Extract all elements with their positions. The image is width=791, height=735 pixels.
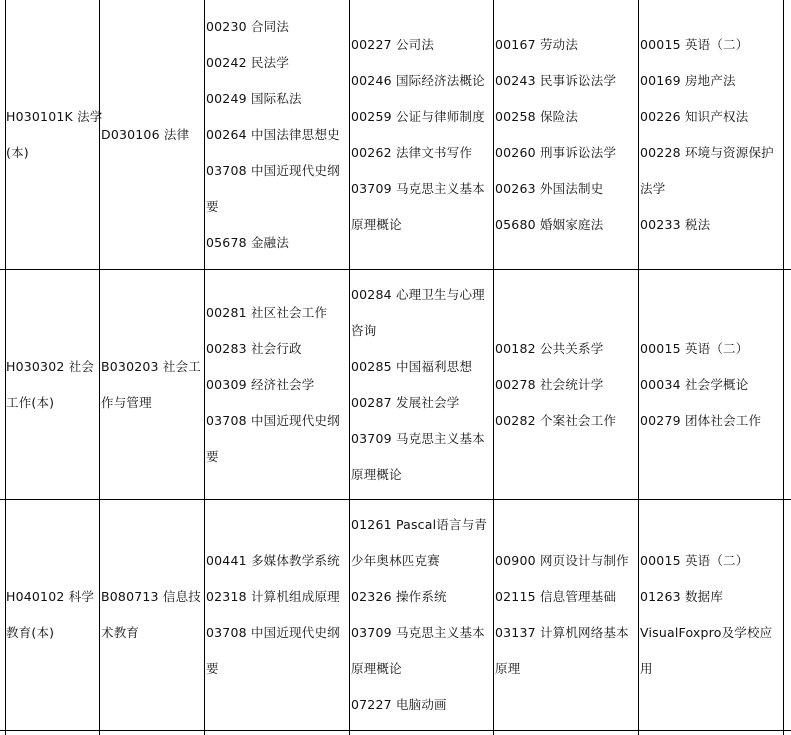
course-list bbox=[495, 331, 616, 439]
course-line: 02318 计算机组成原理 bbox=[206, 589, 340, 604]
course-line: 00284 心理卫生与心理 bbox=[351, 286, 485, 302]
cell-line: 教育(本) bbox=[6, 625, 55, 640]
course-line: 法学 bbox=[640, 180, 666, 196]
course-line: 05678 金融法 bbox=[206, 234, 290, 250]
major-code-cell bbox=[6, 0, 103, 269]
course-list bbox=[640, 543, 772, 687]
cell-line: 工作(本) bbox=[6, 394, 55, 410]
program-code-text bbox=[101, 349, 201, 421]
cell-line: D030106 法律 bbox=[101, 126, 190, 142]
course-line: 02115 信息管理基础 bbox=[495, 589, 617, 604]
course-line: 00182 公共关系学 bbox=[495, 340, 604, 356]
course-list bbox=[206, 295, 340, 475]
course-line: 00262 法律文书写作 bbox=[351, 144, 473, 160]
major-code-text bbox=[6, 349, 94, 421]
course-line: VisualFoxpro及学校应 bbox=[640, 625, 773, 640]
course-line: 00249 国际私法 bbox=[206, 90, 302, 106]
course-list bbox=[495, 543, 629, 687]
course-cell bbox=[640, 500, 783, 730]
table-border bbox=[0, 730, 791, 731]
course-list bbox=[640, 27, 774, 243]
program-code-text bbox=[101, 579, 201, 651]
cell-line: 术教育 bbox=[101, 625, 140, 640]
course-line: 00264 中国法律思想史 bbox=[206, 126, 340, 142]
course-cell bbox=[640, 0, 783, 269]
cell-line: B030203 社会工 bbox=[101, 358, 201, 374]
course-list bbox=[206, 9, 340, 261]
course-line: 00230 合同法 bbox=[206, 18, 290, 34]
cell-line: H040102 科学 bbox=[6, 589, 95, 604]
course-line: 00441 多媒体教学系统 bbox=[206, 553, 340, 568]
course-cell bbox=[206, 0, 349, 269]
table-border bbox=[493, 0, 494, 735]
course-line: 00285 中国福利思想 bbox=[351, 358, 473, 374]
course-cell bbox=[351, 500, 493, 730]
course-line: 03708 中国近现代史纲 bbox=[206, 625, 340, 640]
course-line: 00287 发展社会学 bbox=[351, 394, 460, 410]
course-line: 00278 社会统计学 bbox=[495, 376, 604, 392]
course-list bbox=[351, 277, 485, 493]
course-cell bbox=[495, 500, 638, 730]
course-line: 00259 公证与律师制度 bbox=[351, 108, 485, 124]
course-line: 原理概论 bbox=[351, 466, 402, 482]
course-line: 原理概论 bbox=[351, 216, 402, 232]
course-cell bbox=[206, 500, 349, 730]
course-line: 00169 房地产法 bbox=[640, 72, 736, 88]
course-list bbox=[206, 543, 340, 687]
course-line: 要 bbox=[206, 661, 219, 676]
course-line: 00015 英语（二） bbox=[640, 553, 749, 568]
course-line: 00228 环境与资源保护 bbox=[640, 144, 774, 160]
course-cell bbox=[351, 0, 493, 269]
course-line: 00227 公司法 bbox=[351, 36, 435, 52]
course-line: 03708 中国近现代史纲 bbox=[206, 162, 340, 178]
program-code-cell bbox=[101, 500, 204, 730]
course-line: 00015 英语（二） bbox=[640, 340, 749, 356]
course-line: 少年奥林匹克赛 bbox=[351, 553, 440, 568]
program-code-text bbox=[101, 117, 189, 153]
course-line: 00281 社区社会工作 bbox=[206, 304, 328, 320]
course-line: 03709 马克思主义基本 bbox=[351, 625, 485, 640]
course-line: 01263 数据库 bbox=[640, 589, 724, 604]
course-line: 00282 个案社会工作 bbox=[495, 412, 617, 428]
cell-line: (本) bbox=[6, 144, 29, 160]
course-line: 03708 中国近现代史纲 bbox=[206, 412, 340, 428]
course-line: 00283 社会行政 bbox=[206, 340, 302, 356]
course-line: 00279 团体社会工作 bbox=[640, 412, 762, 428]
course-line: 咨询 bbox=[351, 322, 377, 338]
course-line: 原理 bbox=[495, 661, 521, 676]
course-cell bbox=[495, 0, 638, 269]
table-border bbox=[349, 0, 350, 735]
major-code-cell bbox=[6, 500, 99, 730]
course-line: 05680 婚姻家庭法 bbox=[495, 216, 604, 232]
course-line: 要 bbox=[206, 198, 219, 214]
course-cell bbox=[206, 270, 349, 499]
program-code-cell bbox=[101, 270, 204, 499]
major-code-text bbox=[6, 579, 94, 651]
table-border bbox=[783, 0, 784, 735]
course-line: 00243 民事诉讼法学 bbox=[495, 72, 617, 88]
course-line: 00246 国际经济法概论 bbox=[351, 72, 485, 88]
course-line: 07227 电脑动画 bbox=[351, 697, 447, 712]
course-line: 00260 刑事诉讼法学 bbox=[495, 144, 617, 160]
course-line: 00015 英语（二） bbox=[640, 36, 749, 52]
course-line: 01261 Pascal语言与青 bbox=[351, 517, 488, 532]
course-line: 00034 社会学概论 bbox=[640, 376, 749, 392]
program-code-cell bbox=[101, 0, 204, 269]
course-line: 03137 计算机网络基本 bbox=[495, 625, 629, 640]
course-list bbox=[351, 27, 485, 243]
course-line: 00167 劳动法 bbox=[495, 36, 579, 52]
course-line: 00233 税法 bbox=[640, 216, 711, 232]
cell-line: B080713 信息技 bbox=[101, 589, 201, 604]
major-code-text bbox=[6, 99, 103, 171]
course-line: 用 bbox=[640, 661, 653, 676]
course-line: 03709 马克思主义基本 bbox=[351, 430, 485, 446]
course-line: 00242 民法学 bbox=[206, 54, 290, 70]
course-cell bbox=[640, 270, 783, 499]
course-cell bbox=[495, 270, 638, 499]
course-list bbox=[495, 27, 616, 243]
table-border bbox=[204, 0, 205, 735]
course-line: 00309 经济社会学 bbox=[206, 376, 315, 392]
course-list bbox=[351, 507, 487, 723]
course-cell bbox=[351, 270, 493, 499]
cell-line: 作与管理 bbox=[101, 394, 152, 410]
course-line: 03709 马克思主义基本 bbox=[351, 180, 485, 196]
course-line: 00900 网页设计与制作 bbox=[495, 553, 629, 568]
course-line: 00226 知识产权法 bbox=[640, 108, 749, 124]
course-line: 00258 保险法 bbox=[495, 108, 579, 124]
cell-line: H030302 社会 bbox=[6, 358, 95, 374]
course-list bbox=[640, 331, 761, 439]
table-border bbox=[638, 0, 639, 735]
course-line: 原理概论 bbox=[351, 661, 402, 676]
course-line: 要 bbox=[206, 448, 219, 464]
course-line: 00263 外国法制史 bbox=[495, 180, 604, 196]
cell-line: H030101K 法学 bbox=[6, 108, 103, 124]
course-line: 02326 操作系统 bbox=[351, 589, 447, 604]
major-code-cell bbox=[6, 270, 99, 499]
